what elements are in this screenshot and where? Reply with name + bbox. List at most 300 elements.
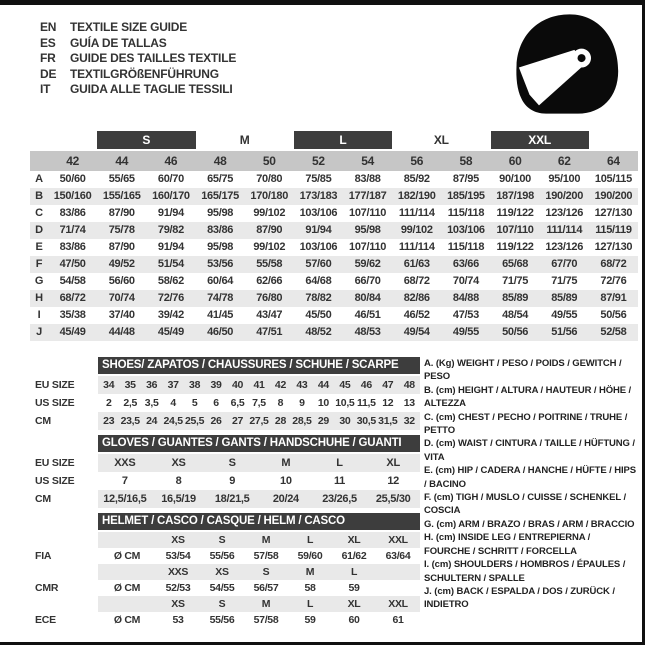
measure-cell: 51/56 xyxy=(551,326,578,338)
measure-cell: 165/175 xyxy=(201,190,239,202)
helmet-value-row xyxy=(35,548,420,564)
cell: 41 xyxy=(248,376,269,394)
measure-cell: 47/50 xyxy=(59,258,86,270)
measure-cell: 46/51 xyxy=(354,309,381,321)
cell: 34 xyxy=(98,376,119,394)
cell: 42 xyxy=(270,376,291,394)
cell: 8 xyxy=(277,397,284,409)
helmet-value-cell: 57/58 xyxy=(253,614,279,626)
size-cell: 46 xyxy=(164,154,178,168)
measure-cell: 70/74 xyxy=(108,292,135,304)
measure-cell: 99/102 xyxy=(400,224,433,236)
measure-row xyxy=(30,307,638,324)
measure-cell: 123/126 xyxy=(545,241,584,253)
diameter-spacer xyxy=(98,532,156,548)
helmet-size-cell: XXL xyxy=(376,532,420,548)
cell: 29 xyxy=(313,412,334,430)
measure-cell: 91/94 xyxy=(305,224,332,236)
measure-cell: 107/110 xyxy=(349,207,387,219)
measure-cell: 160/170 xyxy=(152,190,190,202)
helmet-size-cell: S xyxy=(200,596,244,612)
measure-cell: 49/55 xyxy=(452,326,479,338)
row-label: EU SIZE xyxy=(35,457,75,469)
measure-cell: 82/86 xyxy=(403,292,430,304)
language-row xyxy=(40,82,236,98)
row-letter: A xyxy=(35,173,43,185)
measure-cell: 39/42 xyxy=(157,309,184,321)
measure-cell: 123/126 xyxy=(545,207,584,219)
helmet-size-table xyxy=(35,513,420,628)
helmet-size-row xyxy=(35,564,420,580)
measure-cell: 173/183 xyxy=(299,190,338,202)
size-group-l: L xyxy=(294,131,392,149)
measure-cell: 85/92 xyxy=(403,173,430,185)
row-letter: C xyxy=(35,207,43,219)
measure-row xyxy=(30,188,638,205)
cell: 2,5 xyxy=(123,397,138,409)
measure-row xyxy=(30,273,638,290)
legend-item: C. (cm) CHEST / PECHO / POITRINE / TRUHE / PETTO xyxy=(424,411,628,437)
cell: 8 xyxy=(175,475,182,487)
measure-cell: 78/82 xyxy=(305,292,332,304)
measure-cell: 115/118 xyxy=(447,241,485,253)
section-header xyxy=(35,357,420,376)
measure-cell: 105/115 xyxy=(594,173,632,185)
measure-cell: 80/84 xyxy=(354,292,381,304)
gloves-size-table xyxy=(35,435,420,508)
row-letter: J xyxy=(36,326,42,338)
measure-cell: 95/98 xyxy=(354,224,381,236)
row-letter: I xyxy=(37,309,41,321)
cell: 25,5/30 xyxy=(366,490,420,508)
measure-cell: 87/95 xyxy=(452,173,479,185)
measure-cell: 54/58 xyxy=(59,275,86,287)
helmet-size-cell: XS xyxy=(156,596,200,612)
row-letter: G xyxy=(34,275,44,287)
cell: 36 xyxy=(141,376,162,394)
diameter-spacer xyxy=(98,564,156,580)
language-code: ES xyxy=(40,35,56,50)
table-row xyxy=(35,490,420,508)
cell: 10 xyxy=(317,397,329,409)
table-row xyxy=(35,472,420,490)
measure-cell: 119/122 xyxy=(496,241,534,253)
helmet-value-cell: 63/64 xyxy=(385,550,411,562)
cell: 4 xyxy=(170,397,176,409)
helmet-value-cell: 59 xyxy=(348,582,360,594)
cell: 31,5 xyxy=(377,412,398,430)
section-title: SHOES/ ZAPATOS / CHAUSSURES / SCHUHE / SCARPE xyxy=(98,357,420,374)
cell: 47 xyxy=(377,376,398,394)
size-group-m: M xyxy=(239,133,250,147)
section-title: GLOVES / GUANTES / GANTS / HANDSCHUHE / GUANTI xyxy=(98,435,420,452)
spacer xyxy=(35,564,98,580)
language-label: GUIDE DES TAILLES TEXTILE xyxy=(70,51,237,65)
measure-row xyxy=(30,256,638,273)
measure-cell: 37/40 xyxy=(108,309,135,321)
language-code: IT xyxy=(40,82,51,96)
helmet-value-row xyxy=(35,580,420,596)
row-label: US SIZE xyxy=(35,397,75,409)
spacer xyxy=(35,532,98,548)
cell: XS xyxy=(152,454,206,472)
measure-row xyxy=(30,222,638,239)
diameter-spacer xyxy=(98,596,156,612)
measure-cell: 52/58 xyxy=(600,326,627,338)
measure-cell: 67/70 xyxy=(551,258,578,270)
measure-cell: 187/198 xyxy=(496,190,534,202)
helmet-value-cell xyxy=(376,580,420,596)
cell: 23/26,5 xyxy=(313,490,367,508)
cell: L xyxy=(313,454,367,472)
language-label: TEXTILE SIZE GUIDE xyxy=(70,20,188,34)
measure-cell: 95/100 xyxy=(548,173,581,185)
legend-item: F. (cm) TIGH / MUSLO / CUISSE / SCHENKEL / COSCIA xyxy=(424,492,627,517)
measure-cell: 48/54 xyxy=(502,309,529,321)
language-label: GUIDA ALLE TAGLIE TESSILI xyxy=(70,82,233,96)
cell: 43 xyxy=(291,376,312,394)
size-cell: 50 xyxy=(262,154,276,168)
cell: XXS xyxy=(98,454,152,472)
size-cell: 42 xyxy=(66,154,79,168)
helmet-size-cell: XL xyxy=(332,532,376,548)
cell: 26 xyxy=(205,412,226,430)
measure-cell: 190/200 xyxy=(545,190,584,202)
helmet-value-cell: 60 xyxy=(348,614,360,626)
helmet-size-cell: S xyxy=(244,564,288,580)
measure-cell: 111/114 xyxy=(398,241,435,253)
standard-label: CMR xyxy=(35,582,59,594)
measure-cell: 185/195 xyxy=(447,190,485,202)
helmet-value-cell: 61 xyxy=(392,614,404,626)
measure-cell: 46/50 xyxy=(207,326,234,338)
measure-cell: 87/90 xyxy=(108,241,135,253)
measure-cell: 71/74 xyxy=(59,224,86,236)
cell: 38 xyxy=(184,376,205,394)
row-label: CM xyxy=(35,493,51,505)
measure-cell: 43/47 xyxy=(256,309,283,321)
legend-item: G. (cm) ARM / BRAZO / BRAS / ARM / BRACCIO xyxy=(424,518,635,530)
helmet-size-cell: XL xyxy=(332,596,376,612)
measure-cell: 46/52 xyxy=(403,309,430,321)
cell: 32 xyxy=(399,412,420,430)
helmet-size-cell: L xyxy=(288,532,332,548)
legend-item: D. (cm) WAIST / CINTURA / TAILLE / HÜFTUNG / VITA xyxy=(424,438,635,463)
helmet-size-row xyxy=(35,532,420,548)
measure-cell: 107/110 xyxy=(349,241,387,253)
helmet-value-cell: 52/53 xyxy=(165,582,191,594)
size-group-row xyxy=(30,131,638,151)
section-header xyxy=(35,513,420,532)
measure-cell: 107/110 xyxy=(496,224,534,236)
legend-item: E. (cm) HIP / CADERA / HANCHE / HÜFTE / HIPS / BACINO xyxy=(424,465,637,490)
legend-item: A. (Kg) WEIGHT / PESO / POIDS / GEWITCH / PESO xyxy=(424,358,622,383)
cell: 6 xyxy=(213,397,219,409)
helmet-value-cell: 55/56 xyxy=(209,614,235,626)
helmet-size-cell xyxy=(376,564,420,580)
measure-cell: 127/130 xyxy=(594,241,633,253)
measure-cell: 68/72 xyxy=(59,292,86,304)
cell: 25,5 xyxy=(184,412,205,430)
helmet-size-cell: XXS xyxy=(156,564,200,580)
measure-cell: 48/53 xyxy=(354,326,381,338)
measure-cell: 127/130 xyxy=(594,207,633,219)
helmet-value-cell: 53/54 xyxy=(165,550,191,562)
helmet-size-cell: XS xyxy=(200,564,244,580)
measure-cell: 74/78 xyxy=(207,292,234,304)
cell: M xyxy=(259,454,313,472)
measure-cell: 62/66 xyxy=(256,275,283,287)
cell: 35 xyxy=(119,376,140,394)
row-letter: F xyxy=(35,258,43,270)
spacer xyxy=(35,435,98,454)
top-frame-bar xyxy=(0,0,645,5)
row-label: US SIZE xyxy=(35,475,75,487)
measure-cell: 79/82 xyxy=(157,224,184,236)
measure-row xyxy=(30,324,638,341)
cell: 2 xyxy=(105,397,112,409)
cell: 9 xyxy=(299,397,305,409)
measure-cell: 68/72 xyxy=(403,275,430,287)
helmet-value-row xyxy=(35,612,420,628)
standard-label: FIA xyxy=(35,550,52,562)
cell: 24,5 xyxy=(162,412,183,430)
helmet-value-cell: 55/56 xyxy=(209,550,235,562)
language-code: EN xyxy=(40,20,57,34)
measure-cell: 83/86 xyxy=(59,207,86,219)
measure-cell: 85/89 xyxy=(551,292,578,304)
cell: 10,5 xyxy=(335,397,355,409)
cell: S xyxy=(205,454,259,472)
measure-cell: 61/63 xyxy=(403,258,430,270)
spacer xyxy=(35,357,98,376)
measure-cell: 115/119 xyxy=(595,224,632,236)
measure-cell: 190/200 xyxy=(594,190,633,202)
measure-cell: 177/187 xyxy=(348,190,387,202)
section-header xyxy=(35,435,420,454)
language-row xyxy=(40,36,236,52)
spacer xyxy=(35,513,98,532)
size-cell: 58 xyxy=(459,154,473,168)
measure-cell: 95/98 xyxy=(207,207,234,219)
measure-cell: 75/85 xyxy=(305,173,332,185)
language-row xyxy=(40,51,236,67)
cell: 16,5/19 xyxy=(152,490,206,508)
cell: 24 xyxy=(141,412,162,430)
size-cell: 62 xyxy=(557,154,571,168)
measure-cell: 111/114 xyxy=(546,224,583,236)
size-group-xxl: XXL xyxy=(491,131,589,149)
measure-cell: 53/56 xyxy=(207,258,234,270)
language-label: GUÍA DE TALLAS xyxy=(70,35,167,50)
cell: 7,5 xyxy=(252,397,266,409)
measure-cell: 72/76 xyxy=(157,292,184,304)
table-row xyxy=(35,376,420,394)
measure-cell: 85/89 xyxy=(502,292,529,304)
measure-cell: 60/70 xyxy=(157,173,184,185)
size-cell: 52 xyxy=(312,154,325,168)
cell: 13 xyxy=(403,397,415,409)
language-list xyxy=(40,20,236,98)
measure-cell: 56/60 xyxy=(108,275,135,287)
cell: 3,5 xyxy=(144,397,159,409)
measure-row xyxy=(30,290,638,307)
measure-cell: 51/54 xyxy=(157,258,184,270)
measure-cell: 119/122 xyxy=(496,207,534,219)
measure-cell: 155/165 xyxy=(102,190,141,202)
measure-cell: 91/94 xyxy=(157,207,184,219)
measure-cell: 70/74 xyxy=(452,275,479,287)
cell: 10 xyxy=(280,475,292,487)
measure-cell: 45/50 xyxy=(305,309,332,321)
measure-cell: 99/102 xyxy=(253,207,286,219)
size-cell: 60 xyxy=(508,154,522,168)
measure-cell: 99/102 xyxy=(253,241,286,253)
helmet-size-cell: S xyxy=(200,532,244,548)
measure-cell: 83/86 xyxy=(59,241,86,253)
measurement-legend xyxy=(424,357,638,612)
measure-cell: 103/106 xyxy=(299,207,338,219)
cell: 12 xyxy=(387,475,399,487)
cell: 20/24 xyxy=(259,490,313,508)
helmet-size-cell: L xyxy=(332,564,376,580)
measure-cell: 55/65 xyxy=(108,173,135,185)
measure-cell: 47/53 xyxy=(452,309,479,321)
cell: 12,5/16,5 xyxy=(98,490,152,508)
table-row xyxy=(35,454,420,472)
size-group-xl: XL xyxy=(433,133,449,147)
measure-cell: 72/76 xyxy=(600,275,627,287)
size-cell: 64 xyxy=(607,154,620,168)
cell: 27,5 xyxy=(248,412,269,430)
measure-cell: 65/75 xyxy=(207,173,234,185)
measure-cell: 84/88 xyxy=(452,292,479,304)
language-code: DE xyxy=(40,66,57,81)
measure-cell: 71/75 xyxy=(502,275,529,287)
measure-cell: 64/68 xyxy=(305,275,332,287)
helmet-value-cell: 53 xyxy=(172,614,184,626)
cell: 30 xyxy=(334,412,355,430)
cell: 11,5 xyxy=(356,397,376,409)
cell: 23 xyxy=(98,412,119,430)
legend-item: J. (cm) BACK / ESPALDA / DOS / ZURÜCK / INDIETRO xyxy=(424,585,615,611)
row-label: CM xyxy=(35,415,51,427)
cell: 7 xyxy=(121,475,128,487)
helmet-value-cell: 56/57 xyxy=(253,582,279,594)
measure-row xyxy=(30,171,638,188)
size-header-row xyxy=(30,151,638,171)
measure-cell: 59/62 xyxy=(354,258,381,270)
measure-cell: 45/49 xyxy=(59,326,86,338)
measure-cell: 83/86 xyxy=(207,224,234,236)
measure-cell: 87/91 xyxy=(600,292,627,304)
legend-item: H. (cm) INSIDE LEG / ENTREPIERNA / FOURCHE / SCHRITT / FORCELLA xyxy=(424,532,591,557)
cell: 48 xyxy=(399,376,420,394)
measure-cell: 76/80 xyxy=(256,292,283,304)
measure-cell: 87/90 xyxy=(108,207,135,219)
measure-cell: 91/94 xyxy=(157,241,184,253)
measure-cell: 103/106 xyxy=(447,224,485,236)
measure-cell: 115/118 xyxy=(447,207,485,219)
cell: 30,5 xyxy=(356,412,377,430)
measure-cell: 57/60 xyxy=(305,258,332,270)
measure-cell: 50/56 xyxy=(502,326,529,338)
language-row xyxy=(40,67,236,83)
row-label: EU SIZE xyxy=(35,379,75,391)
language-label: TEXTILGRÖßENFÜHRUNG xyxy=(70,66,219,81)
helmet-size-cell: XXL xyxy=(376,596,420,612)
cell: 9 xyxy=(229,475,236,487)
size-cell: 56 xyxy=(410,154,424,168)
cell: 39 xyxy=(205,376,226,394)
measure-cell: 58/62 xyxy=(157,275,184,287)
table-row xyxy=(35,412,420,430)
measure-cell: 63/66 xyxy=(452,258,479,270)
helmet-value-cell: 61/62 xyxy=(341,550,367,562)
section-title: HELMET / CASCO / CASQUE / HELM / CASCO xyxy=(98,513,420,530)
language-row xyxy=(40,20,236,36)
language-code: FR xyxy=(40,51,56,65)
measure-cell: 66/70 xyxy=(354,275,381,287)
size-cell: 48 xyxy=(213,154,227,168)
cell: 23,5 xyxy=(119,412,140,430)
measure-cell: 71/75 xyxy=(551,275,578,287)
measure-cell: 60/64 xyxy=(207,275,234,287)
measure-cell: 41/45 xyxy=(207,309,234,321)
shoes-size-table xyxy=(35,357,420,430)
helmet-size-cell: M xyxy=(244,596,288,612)
measure-cell: 150/160 xyxy=(53,190,92,202)
table-row xyxy=(35,394,420,412)
measure-cell: 87/90 xyxy=(256,224,283,236)
measure-cell: 182/190 xyxy=(397,190,436,202)
spacer xyxy=(35,596,98,612)
measure-cell: 111/114 xyxy=(398,207,435,219)
cell: 46 xyxy=(356,376,377,394)
cell: 40 xyxy=(227,376,248,394)
measure-row xyxy=(30,239,638,256)
cell: 28,5 xyxy=(291,412,312,430)
helmet-value-cell: 54/55 xyxy=(209,582,235,594)
helmet-value-cell: 58 xyxy=(304,582,316,594)
standard-label: ECE xyxy=(35,614,56,626)
row-letter: B xyxy=(35,190,43,202)
helmet-size-cell: L xyxy=(288,596,332,612)
measure-cell: 90/100 xyxy=(499,173,531,185)
helmet-size-cell: M xyxy=(244,532,288,548)
corner-cell xyxy=(30,151,48,171)
helmet-size-cell: M xyxy=(288,564,332,580)
helmet-icon xyxy=(502,12,628,116)
diameter-label: Ø CM xyxy=(113,582,141,594)
diameter-label: Ø CM xyxy=(113,614,141,626)
cell: 37 xyxy=(162,376,183,394)
measure-cell: 55/58 xyxy=(256,258,283,270)
size-group-s: S xyxy=(97,131,195,149)
legend-item: I. (cm) SHOULDERS / HOMBROS / ÉPAULES / SCHULTERN / SPALLE xyxy=(424,559,626,584)
measure-cell: 170/180 xyxy=(250,190,289,202)
helmet-size-row xyxy=(35,596,420,612)
measure-row xyxy=(30,205,638,222)
measure-cell: 49/52 xyxy=(108,258,135,270)
measure-cell: 44/48 xyxy=(108,326,135,338)
cell: 45 xyxy=(334,376,355,394)
measure-cell: 95/98 xyxy=(207,241,234,253)
cell: 6,5 xyxy=(230,397,245,409)
cell: XL xyxy=(366,454,420,472)
cell: 5 xyxy=(191,397,198,409)
row-letter: H xyxy=(35,292,43,304)
